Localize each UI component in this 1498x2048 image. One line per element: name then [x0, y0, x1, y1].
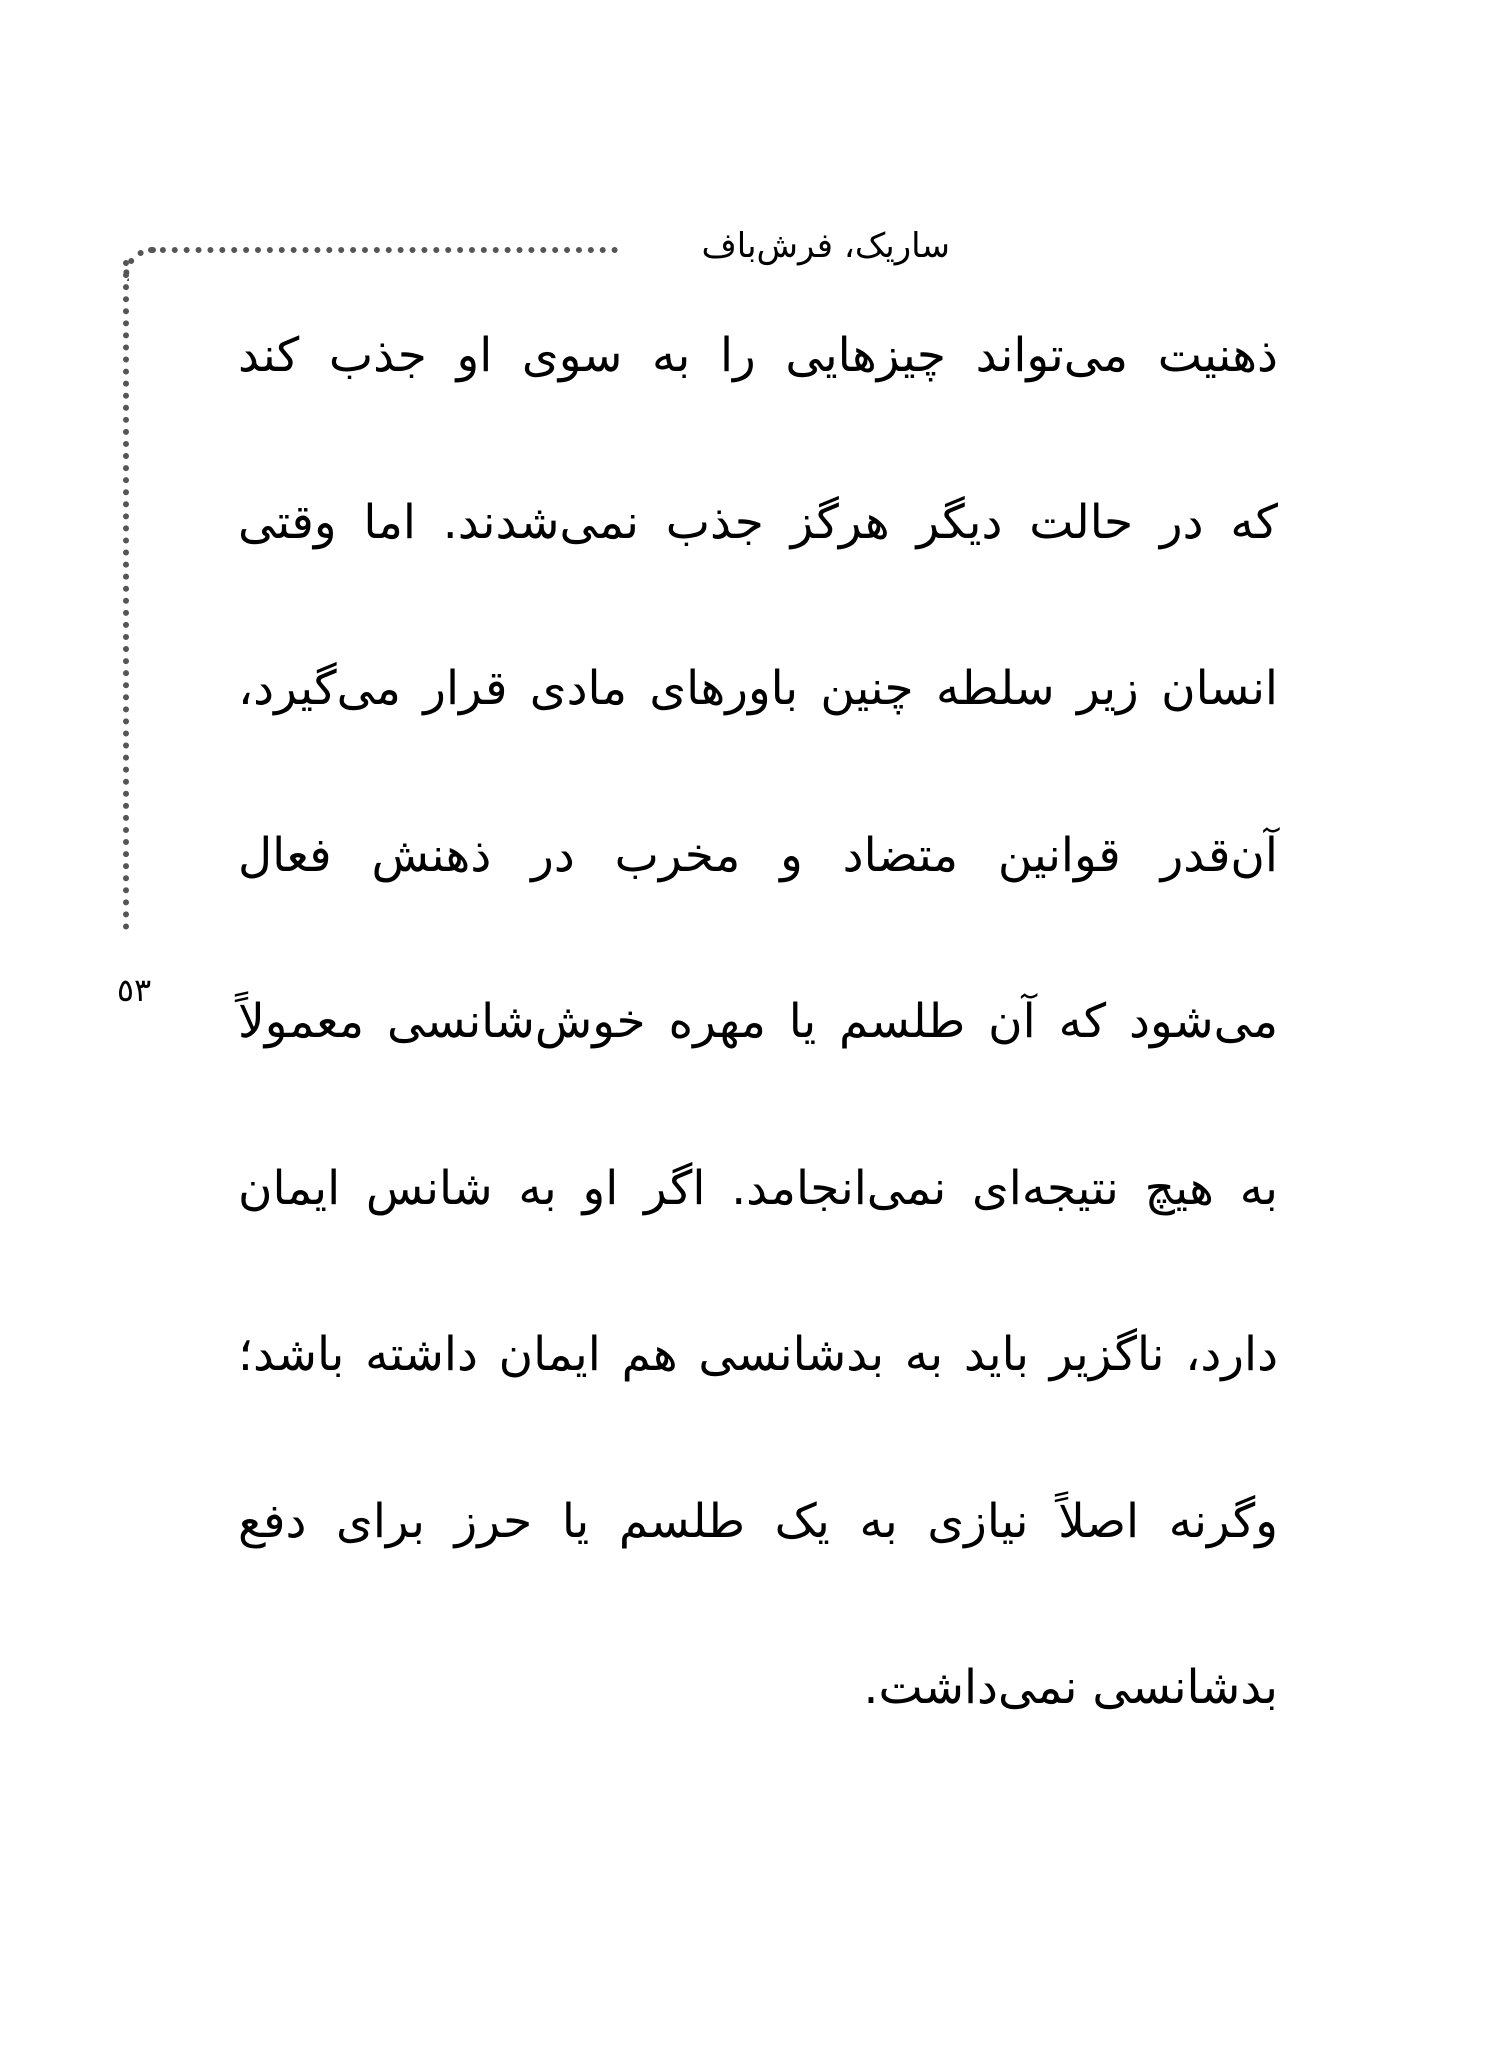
- text-line: می‌شود که آن طلسم یا مهره خوش‌شانسی معمولاً: [238, 994, 1278, 1049]
- text-line: آن‌قدر قوانین متضاد و مخرب در ذهنش فعال: [238, 827, 1278, 883]
- text-line: وگرنه اصلاً نیازی به یک طلسم یا حرز برای دفع: [238, 1493, 1278, 1549]
- text-line: که در حالت دیگر هرگز جذب نمی‌شدند. اما وقتی: [238, 494, 1278, 550]
- body-text: [238, 318, 1278, 1817]
- page-number: ٥٣: [116, 971, 152, 1009]
- header-dotted-rule: [148, 247, 618, 253]
- margin-dotted-rule: [123, 260, 129, 930]
- text-line: انسان زیر سلطه چنین باورهای مادی قرار می‌گیرد،: [238, 661, 1278, 716]
- running-head: ساریک، فرش‌باف: [701, 226, 950, 266]
- text-line: ذهنیت می‌تواند چیزهایی را به سوی او جذب کند: [238, 328, 1278, 383]
- text-line: دارد، ناگزیر باید به بدشانسی هم ایمان داشته باشد؛: [238, 1327, 1278, 1382]
- text-line: به هیچ نتیجه‌ای نمی‌انجامد. اگر او به شانس ایمان: [238, 1160, 1278, 1216]
- text-line-last: بدشانسی نمی‌داشت.: [863, 1660, 1278, 1715]
